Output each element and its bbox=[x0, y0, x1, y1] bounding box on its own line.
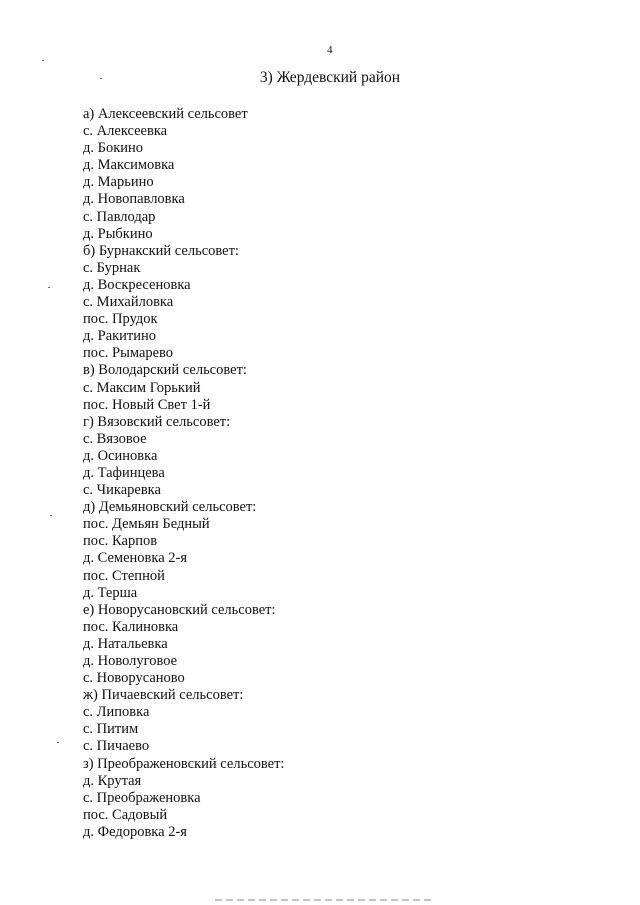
list-item: г) Вязовский сельсовет: bbox=[83, 413, 231, 430]
list-item: д. Ракитино bbox=[83, 328, 157, 345]
scan-speck bbox=[48, 287, 50, 288]
scan-speck bbox=[57, 742, 59, 743]
scan-speck bbox=[100, 78, 102, 79]
list-item: с. Пичаево bbox=[83, 738, 150, 755]
list-item: пос. Степной bbox=[83, 567, 165, 584]
list-item: е) Новорусановский сельсовет: bbox=[83, 601, 276, 618]
list-item: с. Алексеевка bbox=[83, 123, 168, 140]
list-item: пос. Демьян Бедный bbox=[83, 516, 210, 533]
list-item: д. Федоровка 2-я bbox=[83, 823, 187, 840]
list-item: пос. Садовый bbox=[83, 806, 168, 823]
list-item: пос. Калиновка bbox=[83, 618, 179, 635]
scan-speck bbox=[50, 515, 52, 516]
list-item: д. Максимовка bbox=[83, 157, 175, 174]
list-item: д. Натальевка bbox=[83, 635, 168, 652]
list-item: в) Володарский сельсовет: bbox=[83, 362, 247, 379]
list-item: ж) Пичаевский сельсовет: bbox=[83, 687, 244, 704]
list-item: с. Питим bbox=[83, 721, 139, 738]
list-item: с. Липовка bbox=[83, 704, 150, 721]
page-number: 4 bbox=[327, 44, 333, 56]
list-item: д. Крутая bbox=[83, 772, 142, 789]
scan-speck bbox=[42, 60, 44, 61]
list-item: с. Максим Горький bbox=[83, 379, 201, 396]
list-item: с. Бурнак bbox=[83, 259, 141, 276]
list-item: д. Воскресеновка bbox=[83, 276, 191, 293]
district-heading: 3) Жердевский район bbox=[259, 69, 401, 86]
list-item: с. Вязовое bbox=[83, 430, 147, 447]
list-item: д. Осиновка bbox=[83, 447, 158, 464]
list-item: с. Михайловка bbox=[83, 294, 174, 311]
settlement-list bbox=[83, 106, 284, 841]
list-item: д. Новолуговое bbox=[83, 653, 178, 669]
list-item: д. Бокино bbox=[83, 140, 144, 157]
list-item: з) Преображеновский сельсовет: bbox=[83, 755, 285, 772]
list-item: пос. Новый Свет 1-й bbox=[83, 396, 211, 413]
scan-noise bbox=[215, 899, 435, 901]
list-item: пос. Прудок bbox=[83, 311, 158, 328]
list-item: б) Бурнакский сельсовет: bbox=[83, 242, 239, 259]
list-item: с. Преображеновка bbox=[83, 789, 201, 806]
list-item: д. Семеновка 2-я bbox=[83, 550, 188, 567]
list-item: д. Рыбкино bbox=[83, 225, 153, 242]
list-item: а) Алексеевский сельсовет bbox=[83, 106, 248, 122]
list-item: д. Тафинцева bbox=[83, 464, 165, 481]
list-item: с. Павлодар bbox=[83, 208, 156, 225]
list-item: д. Марьино bbox=[83, 174, 154, 191]
list-item: с. Чикаревка bbox=[83, 482, 161, 499]
list-item: д) Демьяновский сельсовет: bbox=[83, 499, 257, 516]
list-item: д. Новопавловка bbox=[83, 191, 185, 208]
list-item: пос. Карпов bbox=[83, 533, 158, 550]
list-item: д. Терша bbox=[83, 584, 138, 601]
list-item: пос. Рымарево bbox=[83, 345, 174, 362]
list-item: с. Новорусаново bbox=[83, 670, 185, 687]
